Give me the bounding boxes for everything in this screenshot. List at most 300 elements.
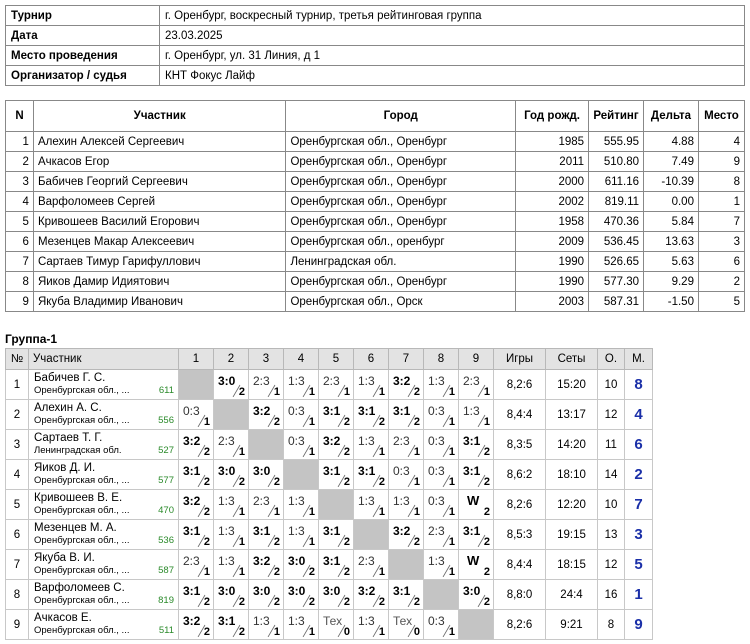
match-score: 2:3 [218,434,235,448]
cell-place: 6 [698,252,744,272]
match-points: 1 [448,566,455,578]
cell-delta: 4.88 [644,132,699,152]
result-slash [323,413,349,414]
result-slash [288,383,314,384]
match-result [389,370,423,399]
match-result [424,550,458,579]
match-result [284,370,318,399]
match-points: 2 [238,476,245,488]
match-result-cell [249,370,284,400]
match-result-cell [424,490,459,520]
match-result-cell [354,550,389,580]
cell-city: Оренбургская обл., Оренбург [286,132,516,152]
match-result-cell [319,610,354,640]
cell-birth-year: 1990 [516,252,589,272]
match-result [214,610,248,639]
cell-player: Бабичев Георгий Сергеевич [33,172,286,192]
cell-place: 4 [698,132,744,152]
match-points: 1 [448,506,455,518]
info-key: Организатор / судья [6,66,160,86]
cell-player: Якуба Владимир Иванович [33,292,286,312]
cell-player: Ачкасов Егор [33,152,286,172]
cell-place: 8 [698,172,744,192]
match-result [354,610,388,639]
info-key: Дата [6,26,160,46]
player-number: 5 [6,490,29,520]
match-score: 3:0 [253,584,271,598]
match-result [354,550,388,579]
cell-rating: 536.45 [589,232,644,252]
match-score: 3:1 [218,614,236,628]
match-score: 1:3 [428,374,445,388]
match-score: 3:2 [183,614,201,628]
match-points: 2 [483,476,490,488]
match-result [284,430,318,459]
match-result [389,520,423,549]
match-score: 0:3 [183,404,200,418]
match-points: 1 [483,416,490,428]
match-score: 3:2 [393,524,411,538]
match-result [319,580,353,609]
match-points: 2 [343,566,350,578]
match-score: 3:1 [463,434,481,448]
player-cell [29,430,179,460]
result-slash [428,413,454,414]
result-slash [253,563,279,564]
match-score: 0:3 [428,404,445,418]
match-result-cell [354,610,389,640]
diagonal-cell [249,430,284,460]
col-header-opp-4: 4 [284,349,319,370]
col-header-n: N [6,101,34,132]
cell-place: 2 [698,272,744,292]
match-result-cell [284,430,319,460]
cell-player: Мезенцев Макар Алексеевич [33,232,286,252]
match-result-cell [319,550,354,580]
result-slash [428,623,454,624]
match-points: 1 [378,446,385,458]
match-result-cell [459,370,494,400]
games-cell: 8,2:6 [494,490,546,520]
match-score: 3:1 [323,524,341,538]
match-score: 3:1 [323,404,341,418]
result-slash [218,623,244,624]
match-result-cell [424,370,459,400]
col-header-opp-7: 7 [389,349,424,370]
match-result-cell [179,520,214,550]
table-row [6,292,745,312]
match-result-cell [214,520,249,550]
col-header-opp-9: 9 [459,349,494,370]
match-result [179,430,213,459]
match-result [319,460,353,489]
match-score: 3:2 [358,584,376,598]
match-points: 2 [273,536,280,548]
info-value: г. Оренбург, ул. 31 Линия, д 1 [160,46,745,66]
player-rating: 470 [158,505,174,516]
games-cell: 8,6:2 [494,460,546,490]
match-points: 1 [413,446,420,458]
result-slash [393,383,419,384]
points-cell: 10 [598,490,625,520]
diagonal-cell [284,460,319,490]
match-result-cell [389,490,424,520]
cell-city: Оренбургская обл., Оренбург [286,192,516,212]
player-number: 4 [6,460,29,490]
result-slash [253,413,279,414]
cell-place: 3 [698,232,744,252]
match-result-cell [459,520,494,550]
player-rating: 511 [158,625,174,636]
cell-player: Сартаев Тимур Гарифуллович [33,252,286,272]
match-score: 0:3 [428,494,445,508]
match-points: 1 [308,536,315,548]
result-slash [253,503,279,504]
result-slash [183,563,209,564]
col-header-opp-3: 3 [249,349,284,370]
player-name: Ачкасов Е. [34,611,92,624]
crosstable-row [6,550,653,580]
match-score: 3:1 [253,524,271,538]
match-result [354,460,388,489]
place-cell: 5 [625,550,653,580]
match-points: 2 [343,416,350,428]
match-score: 3:2 [393,374,411,388]
match-score: 3:2 [183,494,201,508]
diagonal-cell [354,520,389,550]
result-slash [358,413,384,414]
match-result [319,400,353,429]
player-cell [29,610,179,640]
col-header-place: М. [625,349,653,370]
match-points: 2 [308,596,315,608]
result-slash [253,593,279,594]
cell-birth-year: 2002 [516,192,589,212]
match-result-cell [319,430,354,460]
match-result-cell [214,550,249,580]
match-score: 0:3 [288,404,305,418]
result-slash [183,533,209,534]
result-slash [428,533,454,534]
result-slash [463,593,489,594]
match-result-cell [214,580,249,610]
col-header-opp-5: 5 [319,349,354,370]
match-points: 2 [238,386,245,398]
match-score: 1:3 [393,494,410,508]
match-result-cell [459,400,494,430]
result-slash [463,383,489,384]
match-points: 1 [273,506,280,518]
player-name: Кривошеев В. Е. [34,491,123,504]
result-slash [393,593,419,594]
match-result [319,610,353,639]
match-score: 3:1 [323,464,341,478]
match-points: 2 [413,596,420,608]
match-result [319,550,353,579]
result-slash [218,503,244,504]
match-result [214,490,248,519]
match-score: 0:3 [428,434,445,448]
match-score: 3:0 [218,464,236,478]
match-result [284,400,318,429]
match-result [179,520,213,549]
result-slash [358,383,384,384]
place-cell: 3 [625,520,653,550]
player-number: 6 [6,520,29,550]
player-name: Яиков Д. И. [34,461,96,474]
match-result [354,490,388,519]
player-city: Ленинградская обл. [34,444,122,456]
sets-cell: 12:20 [546,490,598,520]
cell-player: Яиков Дамир Идиятович [33,272,286,292]
match-result-cell [249,490,284,520]
player-name: Бабичев Г. С. [34,371,106,384]
match-points: 1 [308,386,315,398]
cell-birth-year: 1958 [516,212,589,232]
result-slash [358,443,384,444]
match-result-cell [179,430,214,460]
col-header-points: О. [598,349,625,370]
points-cell: 14 [598,460,625,490]
match-result-cell [249,400,284,430]
match-points: 2 [203,476,210,488]
info-key: Турнир [6,6,160,26]
match-points: 2 [273,476,280,488]
match-result [354,430,388,459]
match-result-cell [389,580,424,610]
match-points: 2 [238,596,245,608]
cell-n: 2 [6,152,34,172]
player-number: 9 [6,610,29,640]
crosstable-row [6,460,653,490]
match-points: 1 [238,506,245,518]
result-slash [463,443,489,444]
player-number: 8 [6,580,29,610]
match-result [179,400,213,429]
result-slash [428,473,454,474]
match-result-cell [214,370,249,400]
match-result [424,430,458,459]
match-score: 2:3 [183,554,200,568]
player-cell [29,370,179,400]
match-result [284,580,318,609]
match-points: 1 [238,446,245,458]
cell-n: 1 [6,132,34,152]
match-result-cell [179,610,214,640]
result-slash [358,473,384,474]
match-result [459,520,493,549]
match-score: 2:3 [393,434,410,448]
result-slash [323,473,349,474]
player-cell [29,460,179,490]
crosstable-row [6,370,653,400]
match-points: 2 [378,476,385,488]
cell-delta: 7.49 [644,152,699,172]
match-result-cell [319,520,354,550]
match-score: 1:3 [428,554,445,568]
match-points: 1 [378,566,385,578]
match-points: 1 [308,416,315,428]
games-cell: 8,4:4 [494,550,546,580]
match-result [424,520,458,549]
result-slash [253,533,279,534]
result-slash [323,623,349,624]
cell-n: 3 [6,172,34,192]
player-cell [29,490,179,520]
result-slash [323,563,349,564]
result-slash [323,383,349,384]
player-rating: 819 [158,595,174,606]
cell-birth-year: 1985 [516,132,589,152]
match-points: 0 [413,626,420,638]
match-points: 2 [273,596,280,608]
match-result [354,400,388,429]
info-value: г. Оренбург, воскресный турнир, третья рейтинговая группа [160,6,745,26]
match-score: 3:1 [183,524,201,538]
match-points: 1 [483,386,490,398]
cell-city: Оренбургская обл., Оренбург [286,172,516,192]
match-result [319,430,353,459]
diagonal-cell [179,370,214,400]
player-cell [29,580,179,610]
match-score: 2:3 [358,554,375,568]
match-score: 1:3 [288,524,305,538]
match-result-cell [179,550,214,580]
match-points: 1 [448,476,455,488]
match-score: 1:3 [288,374,305,388]
match-points: 2 [413,386,420,398]
result-slash [358,623,384,624]
match-result [249,490,283,519]
match-result [179,580,213,609]
match-score: 2:3 [253,494,270,508]
player-cell [29,400,179,430]
col-header-birth-year: Год рожд. [516,101,589,132]
match-score: W [467,493,480,508]
table-row [6,192,745,212]
match-result-cell [389,460,424,490]
match-score: 3:1 [358,404,376,418]
match-score: 1:3 [288,614,305,628]
match-points: 2 [483,566,490,578]
result-slash [183,593,209,594]
match-result [389,430,423,459]
player-rating: 611 [158,385,174,396]
match-score: 1:3 [218,494,235,508]
sets-cell: 14:20 [546,430,598,460]
match-score: 3:0 [463,584,481,598]
place-cell: 2 [625,460,653,490]
info-key: Место проведения [6,46,160,66]
match-result [214,520,248,549]
match-points: 2 [203,446,210,458]
info-row-organizer [6,66,745,86]
match-score: 2:3 [253,374,270,388]
match-score: 3:0 [288,554,306,568]
match-points: 1 [448,446,455,458]
col-header-num: № [6,349,29,370]
player-name: Мезенцев М. А. [34,521,117,534]
cell-n: 9 [6,292,34,312]
result-slash [428,443,454,444]
diagonal-cell [214,400,249,430]
match-score: 3:1 [183,584,201,598]
match-result-cell [424,520,459,550]
participants-header-row [6,101,745,132]
points-cell: 11 [598,430,625,460]
match-points: 1 [448,626,455,638]
match-result [214,580,248,609]
match-score: Тех [323,614,343,628]
match-points: 1 [448,416,455,428]
match-result-cell [354,370,389,400]
sets-cell: 15:20 [546,370,598,400]
match-points: 1 [378,626,385,638]
games-cell: 8,2:6 [494,610,546,640]
player-city: Оренбургская обл., ... [34,564,130,576]
sets-cell: 18:15 [546,550,598,580]
match-result [284,520,318,549]
cell-city: Оренбургская обл., Оренбург [286,272,516,292]
match-points: 1 [343,386,350,398]
match-result-cell [284,520,319,550]
col-header-rating: Рейтинг [589,101,644,132]
result-slash [288,503,314,504]
match-result [459,400,493,429]
match-score: 3:1 [323,554,341,568]
match-result-cell [389,370,424,400]
sets-cell: 9:21 [546,610,598,640]
match-result [459,550,493,579]
match-points: 1 [273,386,280,398]
player-city: Оренбургская обл., ... [34,534,130,546]
place-cell: 8 [625,370,653,400]
match-result [284,550,318,579]
match-result [424,460,458,489]
match-score: 3:0 [218,374,236,388]
match-result [179,610,213,639]
cell-delta: -1.50 [644,292,699,312]
match-points: 2 [378,416,385,428]
cell-delta: 5.84 [644,212,699,232]
participants-body [6,132,745,312]
match-points: 1 [308,626,315,638]
cell-player: Кривошеев Василий Егорович [33,212,286,232]
match-result-cell [459,430,494,460]
match-score: 3:2 [253,554,271,568]
match-result [389,490,423,519]
cell-rating: 577.30 [589,272,644,292]
match-score: 3:2 [183,434,201,448]
result-slash [463,413,489,414]
match-points: 2 [413,416,420,428]
cell-rating: 470.36 [589,212,644,232]
match-points: 1 [273,626,280,638]
result-slash [218,533,244,534]
result-slash [428,383,454,384]
cell-city: Оренбургская обл., Оренбург [286,152,516,172]
match-score: 3:1 [393,584,411,598]
sets-cell: 19:15 [546,520,598,550]
col-header-city: Город [286,101,516,132]
match-result [459,580,493,609]
place-cell: 6 [625,430,653,460]
info-value: 23.03.2025 [160,26,745,46]
match-result-cell [389,400,424,430]
cell-place: 9 [698,152,744,172]
match-score: 1:3 [218,524,235,538]
points-cell: 13 [598,520,625,550]
